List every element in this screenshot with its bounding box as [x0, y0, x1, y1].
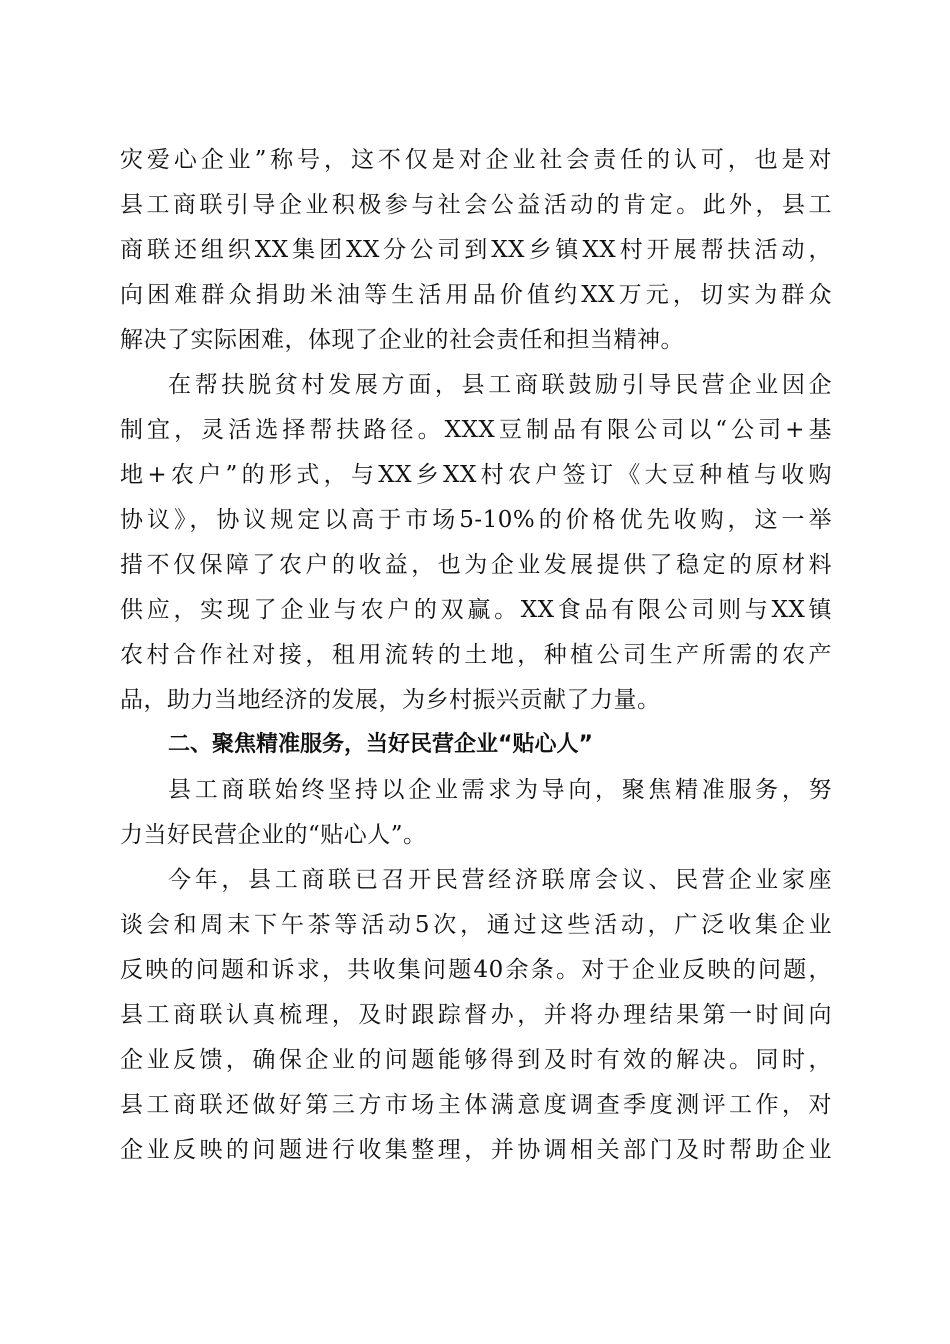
paragraph-1-line-5: 解决了实际困难，体现了企业的社会责任和担当精神。: [120, 327, 684, 353]
paragraph-3-line-2: 力当好民营企业的“贴心人”。: [120, 822, 427, 848]
paragraph-2-line-7: 农村合作社对接，租用流转的土地，种植公司生产所需的农产: [120, 642, 832, 668]
paragraph-2-line-4: 协议》，协议规定以高于市场5-10%的价格优先收购，这一举: [120, 507, 832, 533]
paragraph-1-line-1: 灾爱心企业”称号，这不仅是对企业社会责任的认可，也是对: [120, 147, 832, 173]
paragraph-4-line-2: 谈会和周末下午茶等活动5次，通过这些活动，广泛收集企业: [120, 912, 832, 938]
paragraph-3-line-1: 县工商联始终坚持以企业需求为导向，聚焦精准服务，努: [168, 777, 832, 803]
paragraph-1-line-3: 商联还组织XX集团XX分公司到XX乡镇XX村开展帮扶活动，: [120, 237, 832, 263]
paragraph-4-line-7: 企业反映的问题进行收集整理，并协调相关部门及时帮助企业: [120, 1137, 832, 1163]
paragraph-4-line-5: 企业反馈，确保企业的问题能够得到及时有效的解决。同时，: [120, 1047, 832, 1073]
paragraph-2-line-8: 品，助力当地经济的发展，为乡村振兴贡献了力量。: [120, 687, 661, 713]
paragraph-2-line-3: 地+农户”的形式，与XX乡XX村农户签订《大豆种植与收购: [120, 462, 832, 488]
paragraph-4-line-4: 县工商联认真梳理，及时跟踪督办，并将办理结果第一时间向: [120, 1002, 832, 1028]
paragraph-4-line-3: 反映的问题和诉求，共收集问题40余条。对于企业反映的问题，: [120, 957, 832, 983]
paragraph-2-line-5: 措不仅保障了农户的收益，也为企业发展提供了稳定的原材料: [120, 552, 832, 578]
paragraph-2-line-1: 在帮扶脱贫村发展方面，县工商联鼓励引导民营企业因企: [168, 372, 832, 398]
paragraph-4-line-6: 县工商联还做好第三方市场主体满意度调查季度测评工作，对: [120, 1092, 832, 1118]
paragraph-1-line-4: 向困难群众捐助米油等生活用品价值约XX万元，切实为群众: [120, 282, 832, 308]
paragraph-2-line-6: 供应，实现了企业与农户的双赢。XX食品有限公司则与XX镇: [120, 597, 832, 623]
section-heading: 二、聚焦精准服务，当好民营企业“贴心人”: [168, 732, 593, 757]
paragraph-4-line-1: 今年，县工商联已召开民营经济联席会议、民营企业家座: [168, 867, 832, 893]
paragraph-1-line-2: 县工商联引导企业积极参与社会公益活动的肯定。此外，县工: [120, 192, 832, 218]
paragraph-2-line-2: 制宜，灵活选择帮扶路径。XXX豆制品有限公司以“公司+基: [120, 417, 832, 443]
